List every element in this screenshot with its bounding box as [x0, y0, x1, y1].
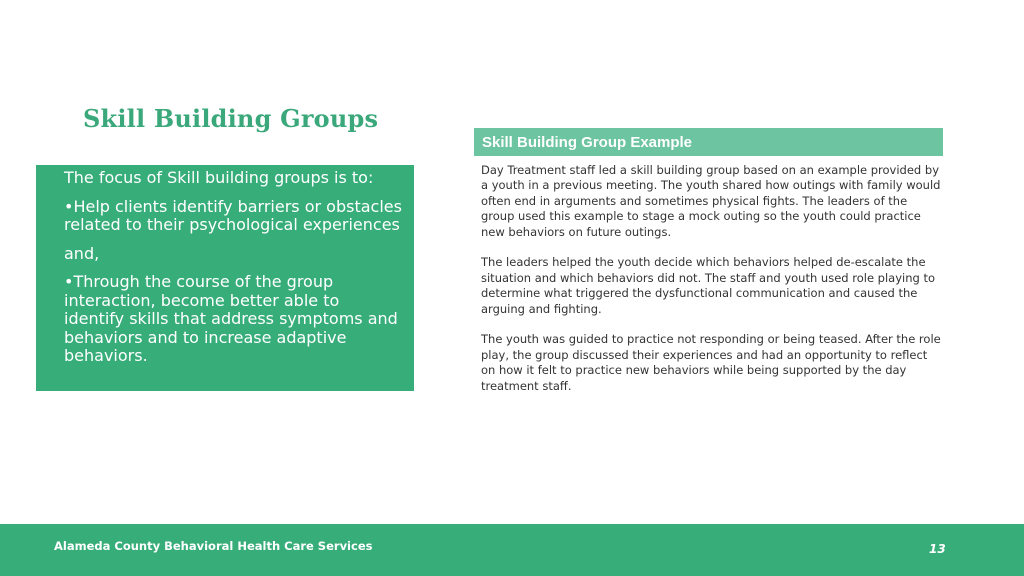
focus-bullet-2: •Through the course of the group interaction, become better able to identify skills that address symptoms and behaviors and to increase adaptive behaviors.: [64, 272, 398, 365]
example-header-label: Skill Building Group Example: [482, 133, 693, 151]
example-body: [481, 163, 941, 409]
focus-bullet-1: •Help clients identify barriers or obstacles related to their psychological experiences: [64, 196, 402, 234]
footer-organization: Alameda County Behavioral Health Care Services: [54, 539, 373, 553]
focus-intro: The focus of Skill building groups is to:: [64, 168, 374, 187]
slide-title: Skill Building Groups: [83, 104, 379, 133]
focus-box: [36, 165, 414, 391]
example-paragraph-3: The youth was guided to practice not responding or being teased. After the role play, the group discussed their experiences and had an opportunity to reflect on how it felt to practice new behaviors while being supported by the day treatment staff.: [481, 332, 941, 393]
footer-bar: [0, 524, 1024, 576]
example-paragraph-1: Day Treatment staff led a skill building group based on an example provided by a youth in a previous meeting. The youth shared how outings with family would often end in arguments and sometimes physical fights. The leaders of the group used this example to stage a mock outing so the youth could practice new behaviors on future outings.: [481, 163, 941, 239]
page-number: 13: [929, 542, 946, 556]
focus-connector: and,: [64, 243, 100, 263]
example-paragraph-2: The leaders helped the youth decide which behaviors helped de-escalate the situation and which behaviors did not. The staff and youth used role playing to determine what triggered the dysfunctional communication and caused the arguing and fighting.: [481, 255, 936, 316]
example-header: [474, 128, 943, 156]
